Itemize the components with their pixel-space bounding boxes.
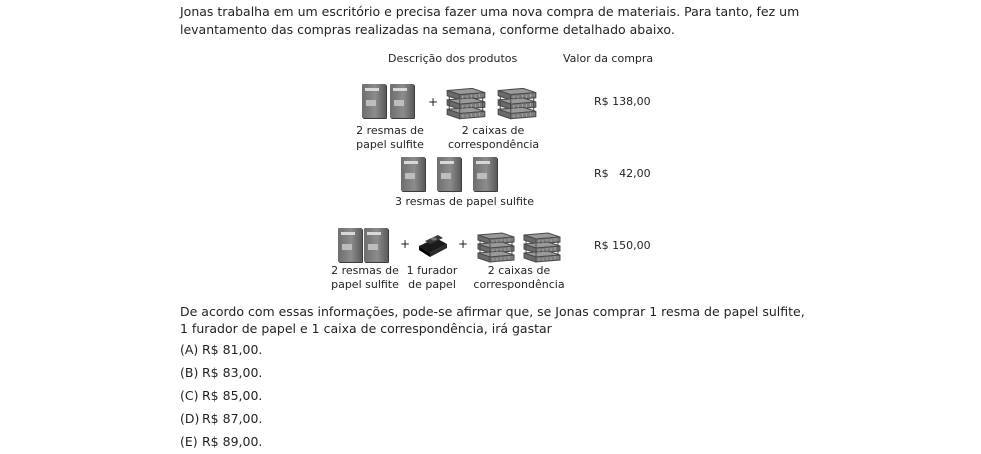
option-text: R$ 83,00. — [202, 365, 263, 380]
option-b[interactable] — [180, 365, 262, 380]
correspondence-tray-icon — [474, 229, 518, 263]
paper-ream-icon — [364, 228, 388, 262]
paper-ream-icon — [362, 84, 386, 118]
intro-paragraph: Jonas trabalha em um escritório e precisa fazer uma nova compra de materiais. Para tanto, fez um levantamento das compras realizadas na semana, conforme detalhado abaixo. — [180, 4, 800, 37]
option-letter: (C) — [180, 388, 199, 403]
option-text: R$ 89,00. — [202, 434, 263, 449]
caption-trays-row-3 — [473, 264, 565, 292]
option-c[interactable] — [180, 388, 262, 403]
caption-line: correspondência — [473, 278, 565, 291]
caption-reams-row-2: 3 resmas de papel sulfite — [395, 195, 534, 208]
option-letter: (E) — [180, 434, 198, 449]
paper-ream-icon — [437, 157, 461, 191]
option-text: R$ 81,00. — [202, 342, 263, 357]
caption-line: 2 caixas de — [461, 124, 525, 137]
correspondence-tray-icon — [520, 229, 564, 263]
caption-reams-row-1 — [355, 124, 425, 152]
paper-ream-icon — [473, 157, 497, 191]
option-e[interactable] — [180, 434, 262, 449]
option-letter: (D) — [180, 411, 200, 426]
plus-sign: + — [458, 237, 469, 251]
caption-line: de papel — [408, 278, 456, 291]
plus-sign: + — [428, 95, 439, 109]
price-row-1: R$ 138,00 — [594, 95, 651, 108]
correspondence-tray-icon — [494, 84, 540, 120]
option-letter: (B) — [180, 365, 199, 380]
caption-line: 2 resmas de — [356, 124, 424, 137]
caption-reams-row-3 — [330, 264, 400, 292]
option-a[interactable] — [180, 342, 262, 357]
option-letter: (A) — [180, 342, 199, 357]
caption-line: correspondência — [448, 138, 540, 151]
price-row-2: R$ 42,00 — [594, 167, 651, 180]
question-text: De acordo com essas informações, pode-se afirmar que, se Jonas comprar 1 resma de papel sulfite, 1 furador de papel e 1 caixa de correspondência, irá gastar — [180, 304, 805, 336]
caption-line: 1 furador — [406, 264, 458, 277]
price-row-3: R$ 150,00 — [594, 239, 651, 252]
correspondence-tray-icon — [443, 84, 489, 120]
plus-sign: + — [400, 237, 411, 251]
caption-line: 2 caixas de — [487, 264, 551, 277]
paper-ream-icon — [338, 228, 362, 262]
paper-ream-icon — [390, 84, 414, 118]
header-value: Valor da compra — [563, 52, 654, 65]
option-text: R$ 85,00. — [202, 388, 263, 403]
option-d[interactable] — [180, 411, 262, 426]
caption-line: 2 resmas de — [331, 264, 399, 277]
option-text: R$ 87,00. — [202, 411, 263, 426]
header-description: Descrição dos produtos — [388, 52, 518, 65]
caption-line: papel sulfite — [356, 138, 424, 151]
caption-trays-row-1 — [448, 124, 538, 152]
paper-ream-icon — [401, 157, 425, 191]
caption-punch-row-3 — [402, 264, 462, 292]
caption-line: papel sulfite — [331, 278, 399, 291]
hole-punch-icon — [416, 232, 450, 258]
